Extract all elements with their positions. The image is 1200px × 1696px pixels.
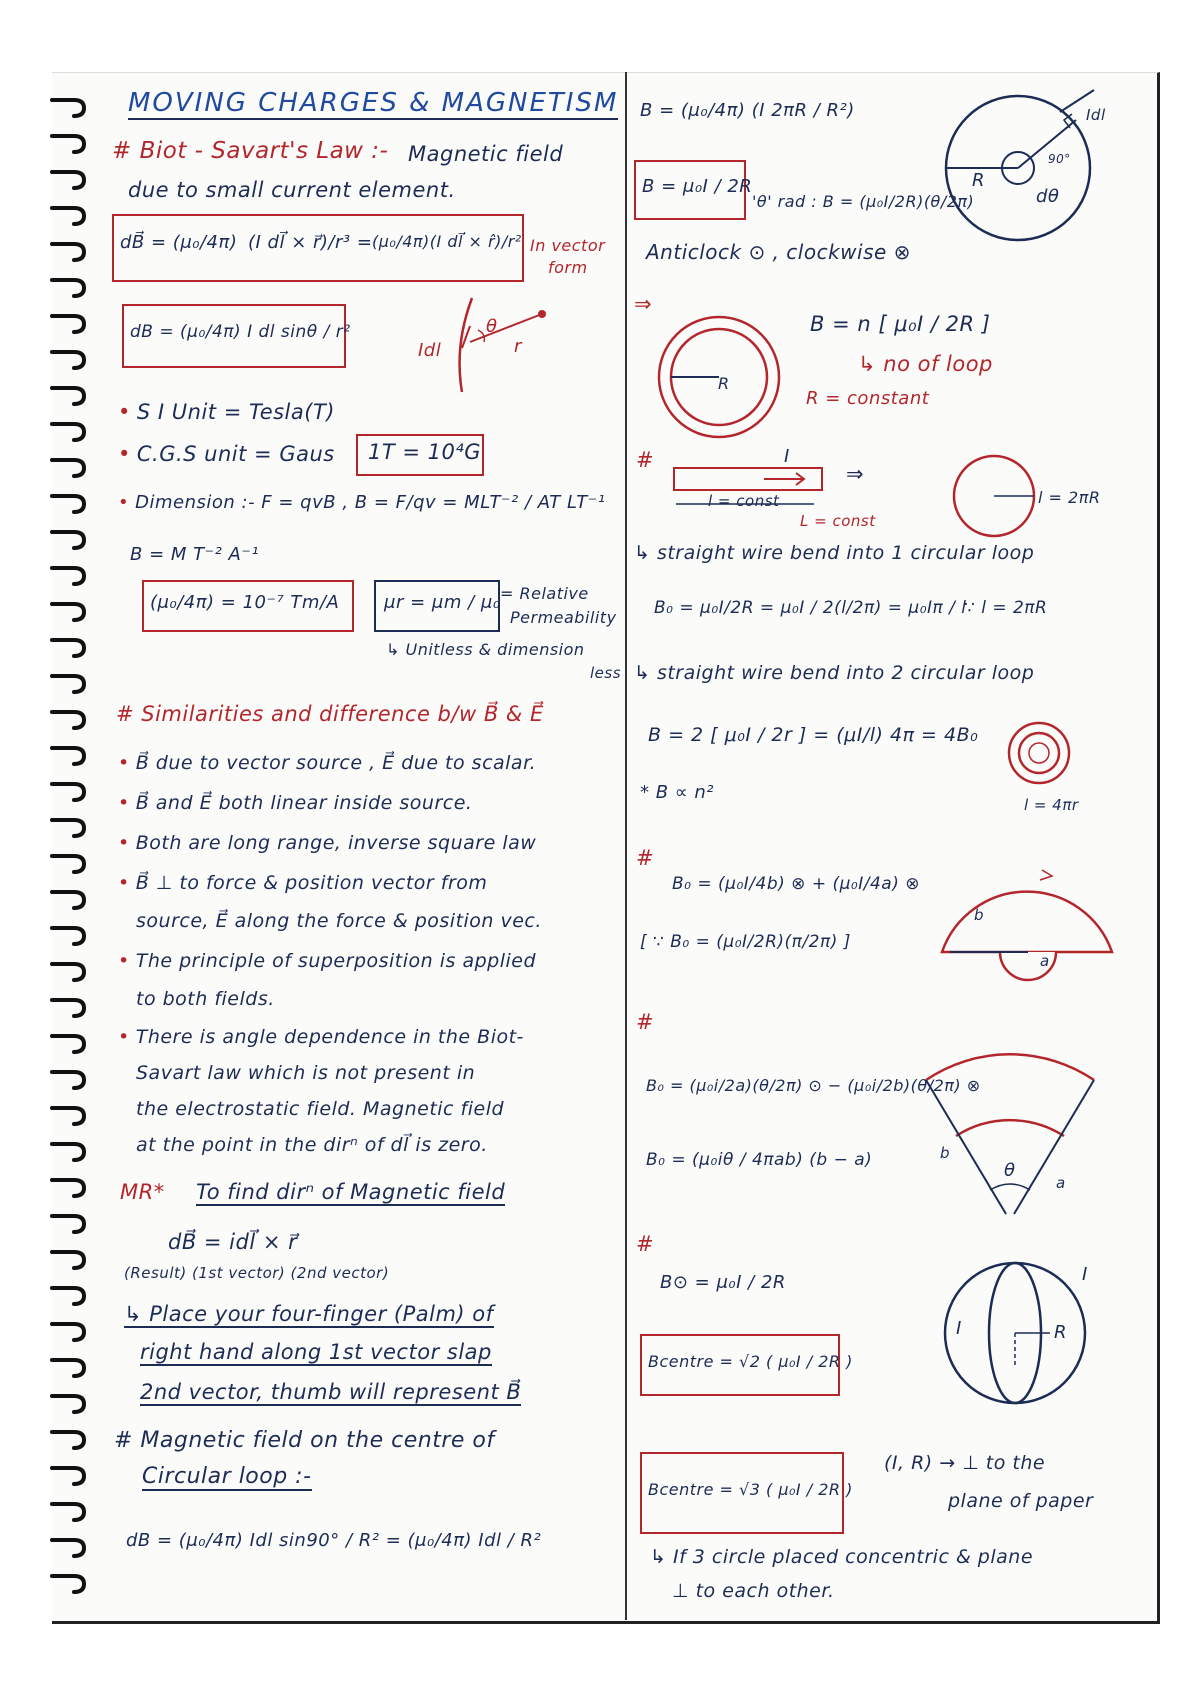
mur-formula: μr = μm / μ₀ xyxy=(384,592,501,613)
bullet-5-cont: to both fields. xyxy=(136,988,275,1010)
hash-marker-4: # xyxy=(636,1232,655,1256)
n-loops-formula: B = n [ μ₀I / 2R ] xyxy=(810,312,991,336)
mu0-value: (μ₀/4π) = 10⁻⁷ Tm/A xyxy=(150,592,340,613)
cgs-unit: • C.G.S unit = Gaus xyxy=(118,442,335,466)
fig-idl-label: Idl xyxy=(418,340,442,361)
loop-90-label: 90° xyxy=(1048,152,1071,166)
dimension-line-1: • Dimension :- F = qvB , B = F/qv = MLT⁻² / AT LT⁻¹ xyxy=(118,492,605,513)
two-loop-formula: B = 2 [ μ₀I / 2r ] = (μI/l) 4π = 4B₀ xyxy=(648,724,979,746)
spiral-binding xyxy=(48,80,98,1620)
page-title: MOVING CHARGES & MAGNETISM xyxy=(128,88,619,118)
eq1-mid: (I dl⃗ × r⃗)/r³ = xyxy=(248,232,373,253)
centre-sqrt2-formula: Bcentre = √2 ( μ₀I / 2R ) xyxy=(648,1352,853,1371)
biot-desc-1: Magnetic field xyxy=(408,142,564,166)
tesla-gauss-relation: 1T = 10⁴G xyxy=(368,440,482,464)
eq2: dB = (μ₀/4π) I dl sinθ / r² xyxy=(130,322,351,342)
coil-length: l = 4πr xyxy=(1024,796,1079,814)
eq1-note-2: form xyxy=(548,258,588,277)
bullet-6-cont-1: Savart law which is not present in xyxy=(136,1062,476,1084)
semicircle-because: [ ∵ B₀ = (μ₀I/2R)(π/2π) ] xyxy=(640,932,851,952)
si-unit: • S I Unit = Tesla(T) xyxy=(118,400,335,424)
circular-loop-heading-2: Circular loop :- xyxy=(142,1464,312,1489)
mr-line-3: 2nd vector, thumb will represent B⃗ xyxy=(140,1380,522,1404)
mr-line-1: ↳ Place your four-finger (Palm) of xyxy=(124,1302,494,1326)
b-centre-dot-formula: B⊙ = μ₀I / 2R xyxy=(660,1272,786,1293)
mr-equation-note: (Result) (1st vector) (2nd vector) xyxy=(124,1264,390,1282)
fig-r-label: r xyxy=(514,336,522,357)
biot-desc-2: due to small current element. xyxy=(128,178,456,202)
bullet-4-cont: source, E⃗ along the force & position vec. xyxy=(136,910,542,932)
biot-heading: # Biot - Savart's Law :- xyxy=(112,138,389,164)
sector-b-label: b xyxy=(940,1144,951,1162)
hash-marker-2: # xyxy=(636,846,655,870)
fig-theta-label: θ xyxy=(486,316,498,337)
b0-because: ∵ l = 2πR xyxy=(964,598,1048,618)
mur-note-2: Permeability xyxy=(510,608,617,627)
loops-i-label-left: I xyxy=(956,1318,962,1339)
bullet-1: • B⃗ due to vector source , E⃗ due to scalar. xyxy=(118,752,536,774)
sector-diagram xyxy=(920,1040,1100,1220)
concentric-r-label: R xyxy=(718,374,730,393)
circular-loop-diagram xyxy=(940,88,1100,248)
b0-derivation: B₀ = μ₀I/2R = μ₀I / 2(l/2π) = μ₀Iπ / l xyxy=(654,598,967,618)
loops-r-label: R xyxy=(1054,1322,1068,1343)
circular-loop-heading-1: # Magnetic field on the centre of xyxy=(114,1428,495,1453)
sector-formula-2: B₀ = (μ₀iθ / 4πab) (b − a) xyxy=(646,1150,873,1170)
loop-r-label: R xyxy=(972,170,986,191)
semicircle-a-label: a xyxy=(1040,952,1050,970)
dimension-line-2: B = M T⁻² A⁻¹ xyxy=(130,544,260,565)
ir-note-2: plane of paper xyxy=(948,1490,1094,1512)
two-turn-coil-diagram xyxy=(1004,718,1074,788)
mr-label: MR* xyxy=(120,1180,165,1204)
bullet-4: • B⃗ ⊥ to force & position vector from xyxy=(118,872,487,894)
eq1-rhs: (μ₀/4π)(I dl⃗ × r̂)/r² xyxy=(372,232,522,251)
arrow-marker: ⇒ xyxy=(634,292,653,316)
hash-marker-1: # xyxy=(636,448,655,472)
bend-one-loop: ↳ straight wire bend into 1 circular loop xyxy=(634,542,1035,564)
wire-length-label-2: L = const xyxy=(800,512,876,530)
b-centre-formula: B = μ₀I / 2R xyxy=(642,176,753,197)
loop-dtheta-label: dθ xyxy=(1036,186,1060,207)
similarities-heading: # Similarities and difference b/w B⃗ & E⃗ xyxy=(116,702,544,726)
unitless-note-2: less xyxy=(590,664,622,682)
loops-i-label-right: I xyxy=(1082,1264,1088,1285)
unitless-note-1: ↳ Unitless & dimension xyxy=(386,640,585,659)
wire-length-label: l = const xyxy=(708,492,780,510)
mur-note-1: = Relative xyxy=(500,584,589,603)
b-proportional-n2: * B ∝ n² xyxy=(640,782,714,803)
ir-note-1: (I, R) → ⊥ to the xyxy=(884,1452,1046,1474)
r-constant-note: R = constant xyxy=(806,388,930,409)
sector-a-label: a xyxy=(1056,1174,1066,1192)
b-loop-derivation: B = (μ₀/4π) (I 2πR / R²) xyxy=(640,100,855,121)
semicircle-formula: B₀ = (μ₀I/4b) ⊗ + (μ₀I/4a) ⊗ xyxy=(672,874,920,894)
sector-theta-label: θ xyxy=(1004,1160,1016,1181)
transform-arrow: ⇒ xyxy=(846,462,865,486)
wire-current-label: I xyxy=(784,446,790,467)
bullet-6-cont-2: the electrostatic field. Magnetic field xyxy=(136,1098,505,1120)
circular-loop-equation: dB = (μ₀/4π) Idl sin90° / R² = (μ₀/4π) Idl / R² xyxy=(126,1530,542,1551)
semicircle-b-label: b xyxy=(974,906,985,924)
concentric-note-2: ⊥ to each other. xyxy=(672,1580,835,1602)
semicircle-diagram xyxy=(940,860,1120,970)
eq1-note-1: In vector xyxy=(530,236,606,255)
column-divider xyxy=(625,72,627,1620)
sector-formula-1: B₀ = (μ₀i/2a)(θ/2π) ⊙ − (μ₀i/2b)(θ/2π) ⊗ xyxy=(646,1076,981,1095)
bullet-3: • Both are long range, inverse square law xyxy=(118,832,536,854)
bullet-6-cont-3: at the point in the dirⁿ of dl⃗ is zero. xyxy=(136,1134,488,1156)
mr-line-2: right hand along 1st vector slap xyxy=(140,1340,492,1364)
bend-two-loops: ↳ straight wire bend into 2 circular loop xyxy=(634,662,1035,684)
eq1-lhs: dB⃗ = (μ₀/4π) xyxy=(120,232,238,253)
n-loops-note: ↳ no of loop xyxy=(858,352,993,376)
mr-heading: To find dirⁿ of Magnetic field xyxy=(196,1180,506,1204)
bullet-2: • B⃗ and E⃗ both linear inside source. xyxy=(118,792,472,814)
bullet-6: • There is angle dependence in the Biot- xyxy=(118,1026,524,1048)
mr-equation: dB⃗ = idl⃗ × r⃗ xyxy=(168,1230,298,1254)
bullet-5: • The principle of superposition is applied xyxy=(118,950,536,972)
theta-rad-formula: 'θ' rad : B = (μ₀I/2R)(θ/2π) xyxy=(752,192,975,211)
perpendicular-loops-diagram xyxy=(940,1258,1090,1408)
loop-idl-label: Idl xyxy=(1086,106,1106,124)
concentric-note-1: ↳ If 3 circle placed concentric & plane xyxy=(650,1546,1034,1568)
anticlock-clockwise: Anticlock ⊙ , clockwise ⊗ xyxy=(646,240,911,264)
loop-length-relation: l = 2πR xyxy=(1038,488,1101,507)
centre-sqrt3-formula: Bcentre = √3 ( μ₀I / 2R ) xyxy=(648,1480,853,1499)
hash-marker-3: # xyxy=(636,1010,655,1034)
